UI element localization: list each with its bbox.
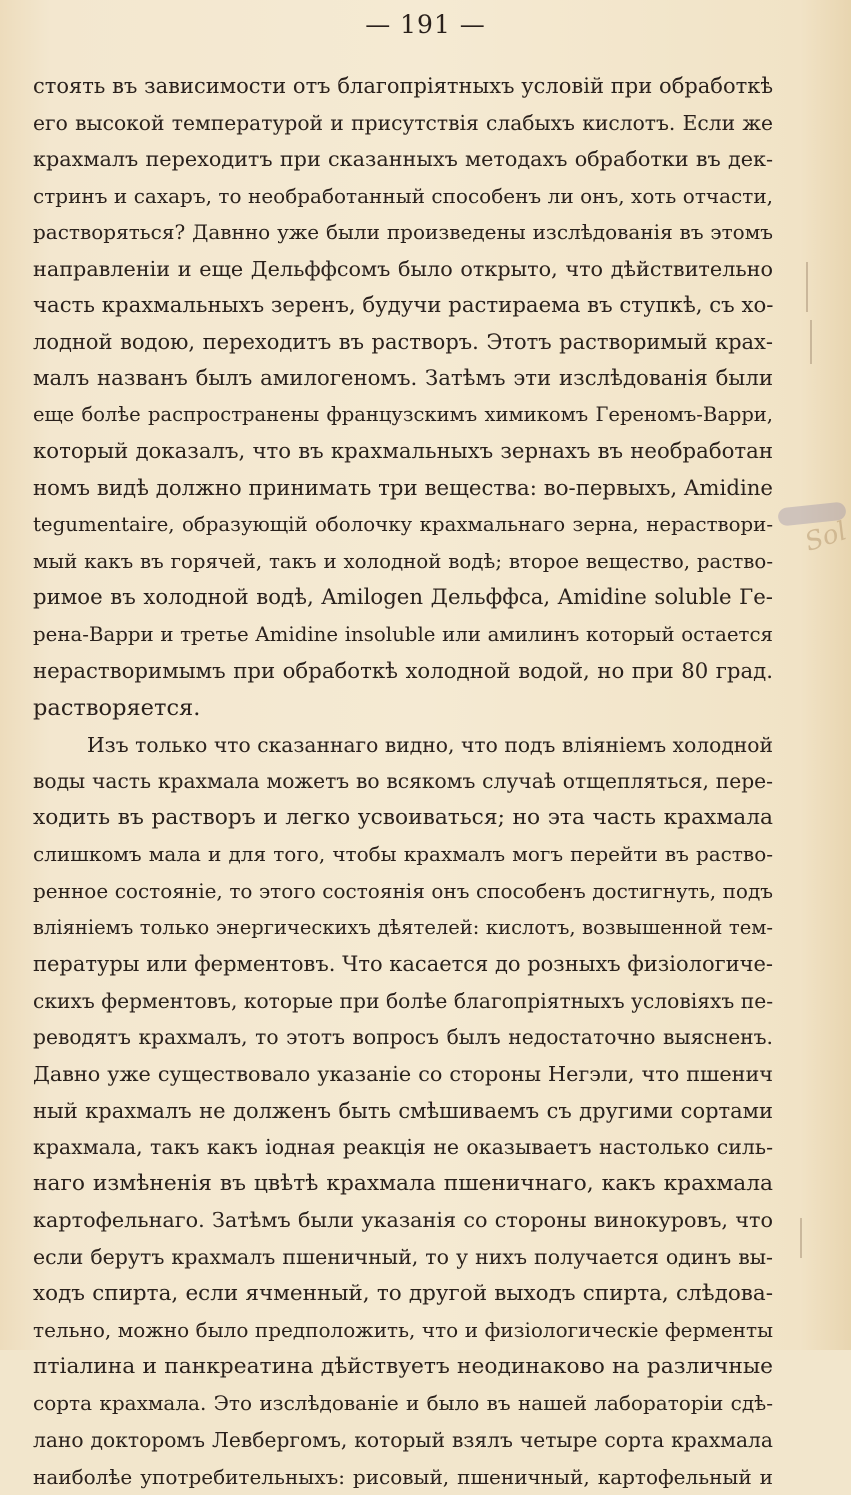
text-line: картофельнаго. Затѣмъ были указанія со стороны винокуровъ, что: [33, 1208, 773, 1233]
text-line: часть крахмальныхъ зеренъ, будучи растираема въ ступкѣ, съ хо-: [33, 292, 774, 318]
text-line: слишкомъ мала и для того, чтобы крахмалъ могъ перейти въ раство-: [33, 842, 773, 867]
paragraph-start-line: Изъ только что сказаннаго видно, что подъ вліяніемъ холодной: [87, 732, 773, 757]
text-line: стоять въ зависимости отъ благопріятныхъ условій при обработкѣ: [33, 74, 773, 98]
margin-handwritten-note: Sol: [801, 516, 851, 558]
text-line: вліяніемъ только энергическихъ дѣятелей: кислотъ, возвышенной тем-: [33, 915, 773, 939]
margin-pencil-mark: [810, 320, 812, 364]
text-line: мый какъ въ горячей, такъ и холодной водѣ; второе вещество, раство-: [33, 549, 773, 573]
text-line: ходъ спирта, если ячменный, то другой выходъ спирта, слѣдова-: [33, 1280, 773, 1306]
text-line: наиболѣе употребительныхъ: рисовый, пшеничный, картофельный и: [33, 1464, 773, 1489]
page-number: — 191 —: [365, 10, 486, 39]
text-line: тельно, можно было предположить, что и физіологическіе ферменты: [33, 1318, 773, 1343]
text-line: пературы или ферментовъ. Что касается до розныхъ физіологиче-: [33, 952, 773, 977]
text-line: стринъ и сахаръ, то необработанный способенъ ли онъ, хоть отчасти,: [33, 183, 773, 208]
text-line: номъ видѣ должно принимать три вещества: во-первыхъ, Amidine: [33, 475, 773, 501]
text-line: реводятъ крахмалъ, то этотъ вопросъ былъ недостаточно выясненъ.: [33, 1025, 773, 1050]
text-line: еще болѣе распространены французскимъ химикомъ Гереномъ-Варри,: [33, 403, 773, 427]
text-line: крахмала, такъ какъ іодная реакція не оказываетъ настолько силь-: [33, 1135, 773, 1160]
text-line: ренное состояніе, то этого состоянія онъ способенъ достигнуть, подъ: [33, 879, 773, 904]
body-text: [33, 68, 773, 1495]
text-line: римое въ холодной водѣ, Amilogen Дельффса, Amidine soluble Ге-: [33, 585, 773, 611]
text-line: лодной водою, переходитъ въ растворъ. Этотъ растворимый крах-: [33, 330, 773, 355]
text-line: крахмалъ переходитъ при сказанныхъ методахъ обработки въ дек-: [33, 147, 773, 172]
text-line: растворяется.: [33, 695, 201, 722]
text-line: скихъ ферментовъ, которые при болѣе благопріятныхъ условіяхъ пе-: [33, 988, 774, 1013]
text-line: Давно уже существовало указаніе со стороны Негэли, что пшенич: [33, 1062, 773, 1087]
margin-pencil-mark: [806, 262, 808, 312]
text-line: птіалина и панкреатина дѣйствуетъ неодинаково на различные: [33, 1353, 773, 1379]
text-line: лано докторомъ Левбергомъ, который взялъ четыре сорта крахмала: [33, 1427, 773, 1452]
text-line: направленіи и еще Дельффсомъ было открыто, что дѣйствительно: [33, 256, 773, 281]
text-line: воды часть крахмала можетъ во всякомъ случаѣ отщепляться, пере-: [33, 769, 773, 794]
text-line: нерастворимымъ при обработкѣ холодной водой, но при 80 град.: [33, 658, 773, 684]
text-line: ный крахмалъ не долженъ быть смѣшиваемъ съ другими сортами: [33, 1098, 773, 1123]
margin-pencil-mark: [800, 1218, 802, 1258]
text-line: сорта крахмала. Это изслѣдованіе и было въ нашей лабораторіи сдѣ-: [33, 1391, 773, 1416]
text-line: который доказалъ, что въ крахмальныхъ зернахъ въ необработан: [33, 438, 773, 464]
text-line: tegumentaire, образующій оболочку крахмальнаго зерна, нераствори-: [33, 513, 773, 537]
text-line: ходить въ растворъ и легко усвоиваться; но эта часть крахмала: [33, 804, 773, 830]
text-line: растворяться? Давнно уже были произведены изслѣдованія въ этомъ: [33, 220, 773, 245]
text-line: его высокой температурой и присутствія слабыхъ кислотъ. Если же: [33, 110, 773, 135]
text-line: рена-Варри и третье Amidine insoluble или амилинъ который остается: [33, 622, 773, 646]
text-line: малъ названъ былъ амилогеномъ. Затѣмъ эти изслѣдованія были: [33, 365, 773, 391]
text-line: наго измѣненія въ цвѣтѣ крахмала пшеничнаго, какъ крахмала: [33, 1170, 773, 1196]
text-line: если берутъ крахмалъ пшеничный, то у нихъ получается одинъ вы-: [33, 1245, 773, 1269]
